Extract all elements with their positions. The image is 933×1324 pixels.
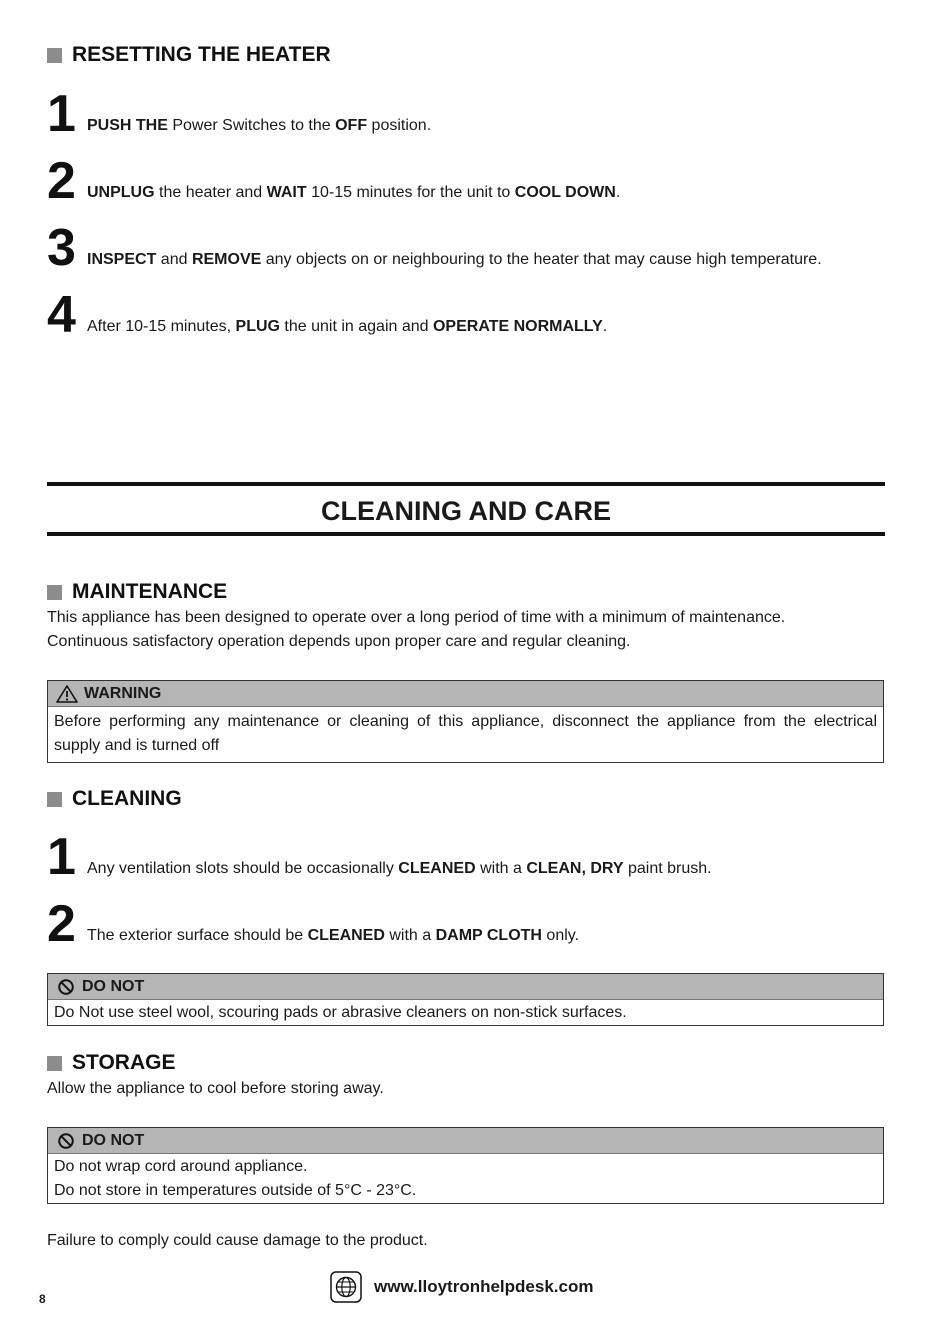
section-heading-cleaning xyxy=(47,787,182,811)
step-text-run: 10-15 minutes for the unit to xyxy=(306,184,515,201)
section-square-icon xyxy=(47,585,62,600)
emphasis-text: REMOVE xyxy=(191,251,262,268)
footer-url[interactable]: www.lloytronhelpdesk.com xyxy=(374,1277,594,1296)
step-text-run: . xyxy=(602,318,608,335)
prohibited-icon xyxy=(56,1132,76,1150)
step-number: 3 xyxy=(47,219,76,277)
emphasis-text: INSPECT xyxy=(87,251,157,268)
step-text-run: with a xyxy=(475,860,527,877)
section-title: RESETTING THE HEATER xyxy=(72,43,331,66)
step-text-run: with a xyxy=(384,927,436,944)
reset-step-4 xyxy=(47,286,608,344)
emphasis-text: CLEANED xyxy=(307,927,385,944)
section-square-icon xyxy=(47,792,62,807)
donot-line: Do not store in temperatures outside of 5°C - 23°C. xyxy=(54,1182,417,1199)
donot-box-cleaning xyxy=(47,973,884,1026)
step-text-run: Power Switches to the xyxy=(167,117,336,134)
step-text-run: and xyxy=(156,251,192,268)
emphasis-text: CLEAN, DRY xyxy=(526,860,624,877)
emphasis-text: OFF xyxy=(335,117,368,134)
step-text-run: the unit in again and xyxy=(279,318,433,335)
page-number: 8 xyxy=(39,1292,46,1306)
maintenance-line-1: This appliance has been designed to operate over a long period of time with a minimum of maintenance. xyxy=(47,609,786,626)
donot-line: Do Not use steel wool, scouring pads or abrasive cleaners on non-stick surfaces. xyxy=(54,1004,627,1021)
section-title: CLEANING xyxy=(72,787,182,810)
warning-triangle-icon xyxy=(56,685,78,703)
emphasis-text: COOL DOWN xyxy=(514,184,616,201)
section-square-icon xyxy=(47,1056,62,1071)
donot-label: DO NOT xyxy=(82,1131,145,1149)
step-number: 2 xyxy=(47,895,76,953)
step-text-run: The exterior surface should be xyxy=(87,927,308,944)
emphasis-text: OPERATE NORMALLY xyxy=(432,318,603,335)
donot-label: DO NOT xyxy=(82,977,145,995)
reset-step-2 xyxy=(47,152,621,210)
donot-box-storage xyxy=(47,1127,884,1204)
emphasis-text: UNPLUG xyxy=(87,184,155,201)
failure-note: Failure to comply could cause damage to the product. xyxy=(47,1232,428,1249)
emphasis-text: PUSH THE xyxy=(87,117,168,134)
warning-box-header xyxy=(48,681,883,707)
reset-step-3 xyxy=(47,219,822,277)
top-rule xyxy=(47,482,885,486)
emphasis-text: CLEANED xyxy=(398,860,476,877)
step-text-run: paint brush. xyxy=(623,860,712,877)
donot-line: Do not wrap cord around appliance. xyxy=(54,1158,308,1175)
section-square-icon xyxy=(47,48,62,63)
step-text xyxy=(87,183,620,203)
section-heading-storage xyxy=(47,1051,175,1075)
step-number: 2 xyxy=(47,152,76,210)
emphasis-text: PLUG xyxy=(235,318,280,335)
section-title: STORAGE xyxy=(72,1051,176,1074)
step-number: 1 xyxy=(47,85,76,143)
step-text xyxy=(87,116,431,136)
section-title: MAINTENANCE xyxy=(72,580,228,603)
step-text-run: the heater and xyxy=(154,184,267,201)
maintenance-text xyxy=(47,606,785,654)
section-heading-resetting xyxy=(47,43,331,67)
step-text-run: After 10-15 minutes, xyxy=(87,318,236,335)
step-text xyxy=(87,317,607,337)
footer-website[interactable] xyxy=(330,1271,593,1303)
step-text-run: Any ventilation slots should be occasionally xyxy=(87,860,399,877)
step-text xyxy=(87,926,579,946)
step-text-run: any objects on or neighbouring to the heater that may cause high temperature. xyxy=(261,251,822,268)
donot-box-header xyxy=(48,1128,883,1154)
clean-step-2 xyxy=(47,895,580,953)
cleaning-care-title: CLEANING AND CARE xyxy=(321,496,611,526)
step-text xyxy=(87,250,822,270)
step-text-run: only. xyxy=(541,927,580,944)
section-heading-maintenance xyxy=(47,580,227,604)
warning-text: Before performing any maintenance or cleaning of this appliance, disconnect the appliance from the electrical supply and is turned off xyxy=(54,713,877,754)
warning-box xyxy=(47,680,884,763)
emphasis-text: DAMP CLOTH xyxy=(435,927,542,944)
donot-box-body xyxy=(48,1000,883,1025)
donot-box-body xyxy=(48,1154,883,1203)
globe-icon xyxy=(330,1271,362,1303)
warning-label: WARNING xyxy=(84,684,162,702)
bottom-rule xyxy=(47,532,885,536)
prohibited-icon xyxy=(56,978,76,996)
donot-box-header xyxy=(48,974,883,1000)
maintenance-line-2: Continuous satisfactory operation depends upon proper care and regular cleaning. xyxy=(47,633,631,650)
step-number: 1 xyxy=(47,828,76,886)
emphasis-text: WAIT xyxy=(266,184,307,201)
step-text-run: position. xyxy=(367,117,432,134)
step-number: 4 xyxy=(47,286,76,344)
storage-text: Allow the appliance to cool before storing away. xyxy=(47,1080,384,1097)
reset-step-1 xyxy=(47,85,432,143)
step-text-run: . xyxy=(615,184,621,201)
clean-step-1 xyxy=(47,828,712,886)
step-text xyxy=(87,859,712,879)
